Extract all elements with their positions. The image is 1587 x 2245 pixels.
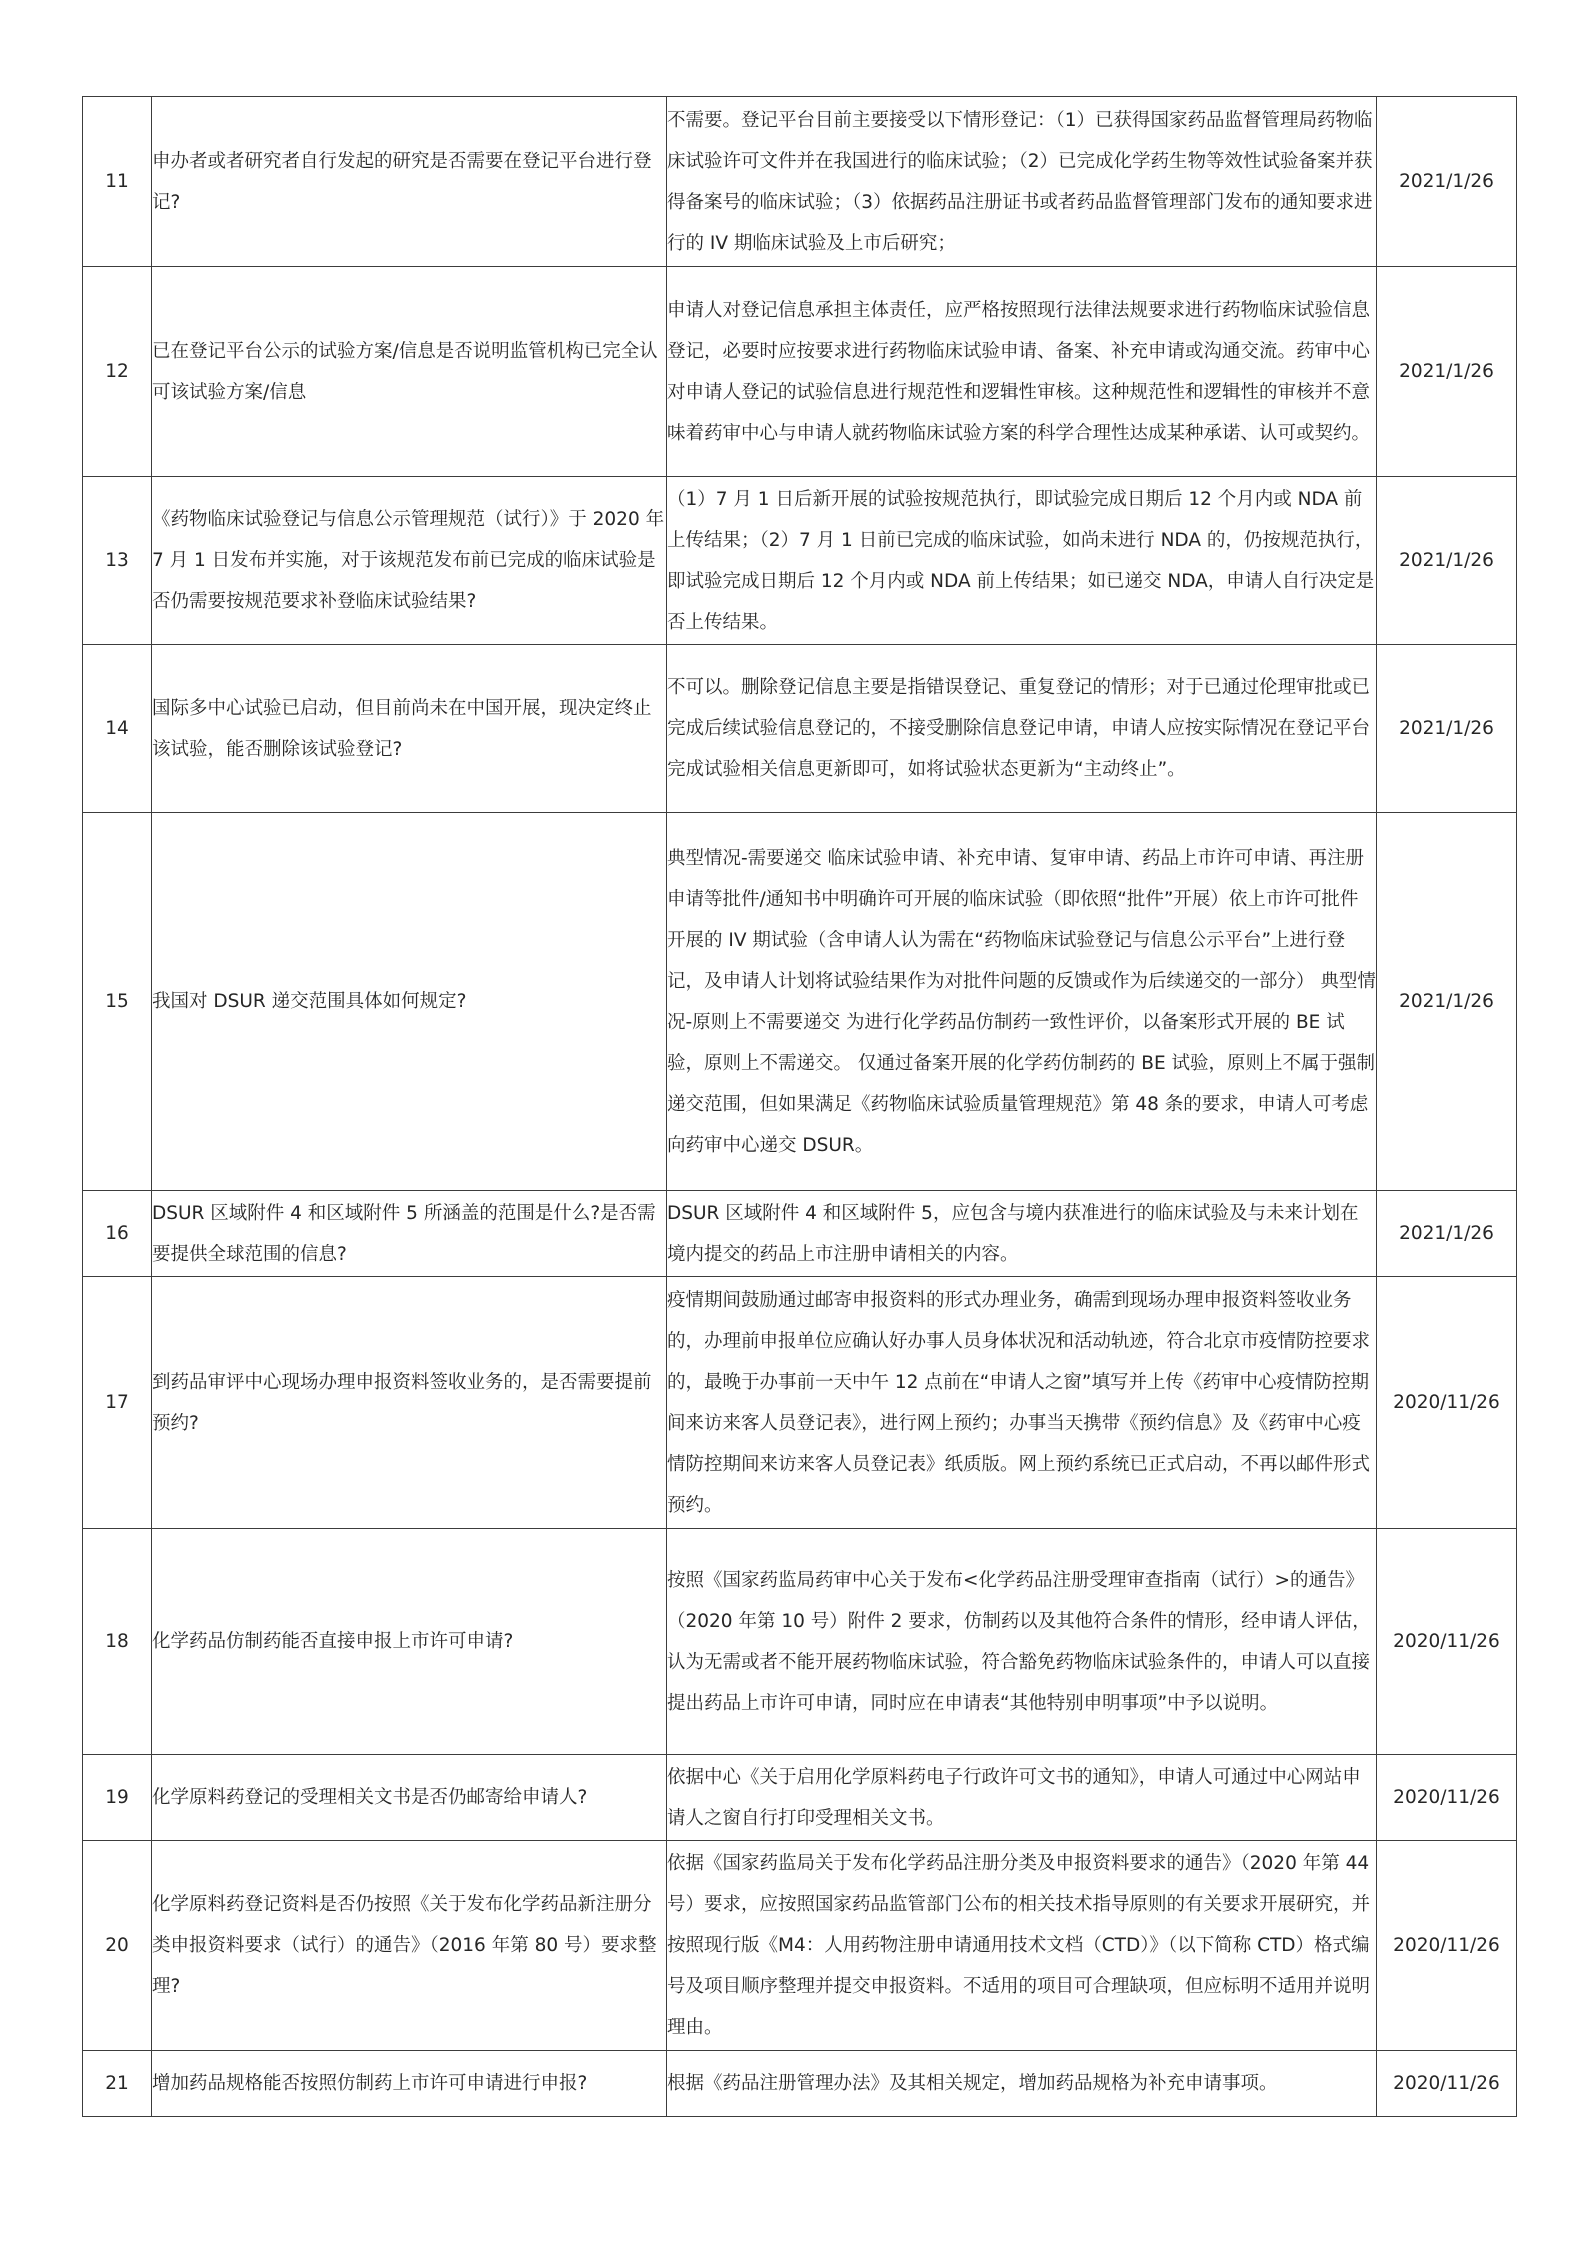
row-number: 11 <box>83 97 152 267</box>
answer-cell: 依据《国家药监局关于发布化学药品注册分类及申报资料要求的通告》（2020 年第 44 号）要求，应按照国家药品监管部门公布的相关技术指导原则的有关要求开展研究，并按照现行版《M4：人用药物注册申请通用技术文档（CTD）》（以下简称 CTD）格式编号及项目顺序整理并提交申报资料。不适用的项目可合理缺项，但应标明不适用并说明理由。 <box>667 1841 1377 2051</box>
table-row <box>83 1755 1517 1841</box>
answer-cell: 不需要。登记平台目前主要接受以下情形登记：（1）已获得国家药品监督管理局药物临床试验许可文件并在我国进行的临床试验；（2）已完成化学药生物等效性试验备案并获得备案号的临床试验；（3）依据药品注册证书或者药品监督管理部门发布的通知要求进行的 IV 期临床试验及上市后研究； <box>667 97 1377 267</box>
row-number: 20 <box>83 1841 152 2051</box>
date-cell: 2020/11/26 <box>1377 1277 1517 1529</box>
table-row <box>83 2051 1517 2117</box>
answer-cell: 疫情期间鼓励通过邮寄申报资料的形式办理业务，确需到现场办理申报资料签收业务的，办理前申报单位应确认好办事人员身体状况和活动轨迹，符合北京市疫情防控要求的，最晚于办事前一天中午 12 点前在“申请人之窗”填写并上传《药审中心疫情防控期间来访来客人员登记表》，进行网上预约；办事当天携带《预约信息》及《药审中心疫情防控期间来访来客人员登记表》纸质版。网上预约系统已正式启动，不再以邮件形式预约。 <box>667 1277 1377 1529</box>
row-number: 15 <box>83 813 152 1191</box>
row-number: 21 <box>83 2051 152 2117</box>
row-number: 17 <box>83 1277 152 1529</box>
date-cell: 2021/1/26 <box>1377 97 1517 267</box>
date-cell: 2021/1/26 <box>1377 1191 1517 1277</box>
question-cell: 我国对 DSUR 递交范围具体如何规定? <box>152 813 667 1191</box>
table-row <box>83 267 1517 477</box>
table-row <box>83 1841 1517 2051</box>
row-number: 13 <box>83 477 152 645</box>
row-number: 12 <box>83 267 152 477</box>
table-row <box>83 1529 1517 1755</box>
question-cell: DSUR 区域附件 4 和区域附件 5 所涵盖的范围是什么?是否需要提供全球范围的信息? <box>152 1191 667 1277</box>
date-cell: 2020/11/26 <box>1377 1841 1517 2051</box>
date-cell: 2021/1/26 <box>1377 645 1517 813</box>
question-cell: 《药物临床试验登记与信息公示管理规范（试行）》于 2020 年 7 月 1 日发布并实施，对于该规范发布前已完成的临床试验是否仍需要按规范要求补登临床试验结果? <box>152 477 667 645</box>
question-cell: 化学原料药登记资料是否仍按照《关于发布化学药品新注册分类申报资料要求（试行）的通告》（2016 年第 80 号）要求整理? <box>152 1841 667 2051</box>
question-cell: 化学原料药登记的受理相关文书是否仍邮寄给申请人? <box>152 1755 667 1841</box>
question-cell: 增加药品规格能否按照仿制药上市许可申请进行申报? <box>152 2051 667 2117</box>
table-row <box>83 645 1517 813</box>
date-cell: 2021/1/26 <box>1377 267 1517 477</box>
date-cell: 2021/1/26 <box>1377 813 1517 1191</box>
table-row <box>83 1277 1517 1529</box>
answer-cell: 不可以。删除登记信息主要是指错误登记、重复登记的情形；对于已通过伦理审批或已完成后续试验信息登记的，不接受删除信息登记申请，申请人应按实际情况在登记平台完成试验相关信息更新即可，如将试验状态更新为“主动终止”。 <box>667 645 1377 813</box>
table-row <box>83 813 1517 1191</box>
row-number: 18 <box>83 1529 152 1755</box>
faq-table <box>82 96 1517 2117</box>
answer-cell: 申请人对登记信息承担主体责任，应严格按照现行法律法规要求进行药物临床试验信息登记，必要时应按要求进行药物临床试验申请、备案、补充申请或沟通交流。药审中心对申请人登记的试验信息进行规范性和逻辑性审核。这种规范性和逻辑性的审核并不意味着药审中心与申请人就药物临床试验方案的科学合理性达成某种承诺、认可或契约。 <box>667 267 1377 477</box>
table-row <box>83 1191 1517 1277</box>
question-cell: 到药品审评中心现场办理申报资料签收业务的，是否需要提前预约? <box>152 1277 667 1529</box>
answer-cell: （1）7 月 1 日后新开展的试验按规范执行，即试验完成日期后 12 个月内或 NDA 前上传结果；（2）7 月 1 日前已完成的临床试验，如尚未进行 NDA 的，仍按规范执行，即试验完成日期后 12 个月内或 NDA 前上传结果；如已递交 NDA，申请人自行决定是否上传结果。 <box>667 477 1377 645</box>
row-number: 16 <box>83 1191 152 1277</box>
row-number: 14 <box>83 645 152 813</box>
date-cell: 2020/11/26 <box>1377 2051 1517 2117</box>
question-cell: 已在登记平台公示的试验方案/信息是否说明监管机构已完全认可该试验方案/信息 <box>152 267 667 477</box>
answer-cell: 典型情况-需要递交 临床试验申请、补充申请、复审申请、药品上市许可申请、再注册申请等批件/通知书中明确许可开展的临床试验（即依照“批件”开展）依上市许可批件开展的 IV 期试验（含申请人认为需在“药物临床试验登记与信息公示平台”上进行登记，及申请人计划将试验结果作为对批件问题的反馈或作为后续递交的一部分） 典型情况-原则上不需要递交 为进行化学药品仿制药一致性评价，以备案形式开展的 BE 试验，原则上不需递交。 仅通过备案开展的化学药仿制药的 BE 试验，原则上不属于强制递交范围，但如果满足《药物临床试验质量管理规范》第 48 条的要求，申请人可考虑向药审中心递交 DSUR。 <box>667 813 1377 1191</box>
question-cell: 申办者或者研究者自行发起的研究是否需要在登记平台进行登记? <box>152 97 667 267</box>
date-cell: 2020/11/26 <box>1377 1529 1517 1755</box>
answer-cell: DSUR 区域附件 4 和区域附件 5，应包含与境内获准进行的临床试验及与未来计划在境内提交的药品上市注册申请相关的内容。 <box>667 1191 1377 1277</box>
row-number: 19 <box>83 1755 152 1841</box>
question-cell: 国际多中心试验已启动，但目前尚未在中国开展，现决定终止该试验，能否删除该试验登记? <box>152 645 667 813</box>
table-row <box>83 97 1517 267</box>
answer-cell: 依据中心《关于启用化学原料药电子行政许可文书的通知》，申请人可通过中心网站申请人之窗自行打印受理相关文书。 <box>667 1755 1377 1841</box>
answer-cell: 根据《药品注册管理办法》及其相关规定，增加药品规格为补充申请事项。 <box>667 2051 1377 2117</box>
date-cell: 2021/1/26 <box>1377 477 1517 645</box>
question-cell: 化学药品仿制药能否直接申报上市许可申请? <box>152 1529 667 1755</box>
date-cell: 2020/11/26 <box>1377 1755 1517 1841</box>
table-row <box>83 477 1517 645</box>
answer-cell: 按照《国家药监局药审中心关于发布<化学药品注册受理审查指南（试行）>的通告》（2020 年第 10 号）附件 2 要求，仿制药以及其他符合条件的情形，经申请人评估，认为无需或者不能开展药物临床试验，符合豁免药物临床试验条件的，申请人可以直接提出药品上市许可申请，同时应在申请表“其他特别申明事项”中予以说明。 <box>667 1529 1377 1755</box>
